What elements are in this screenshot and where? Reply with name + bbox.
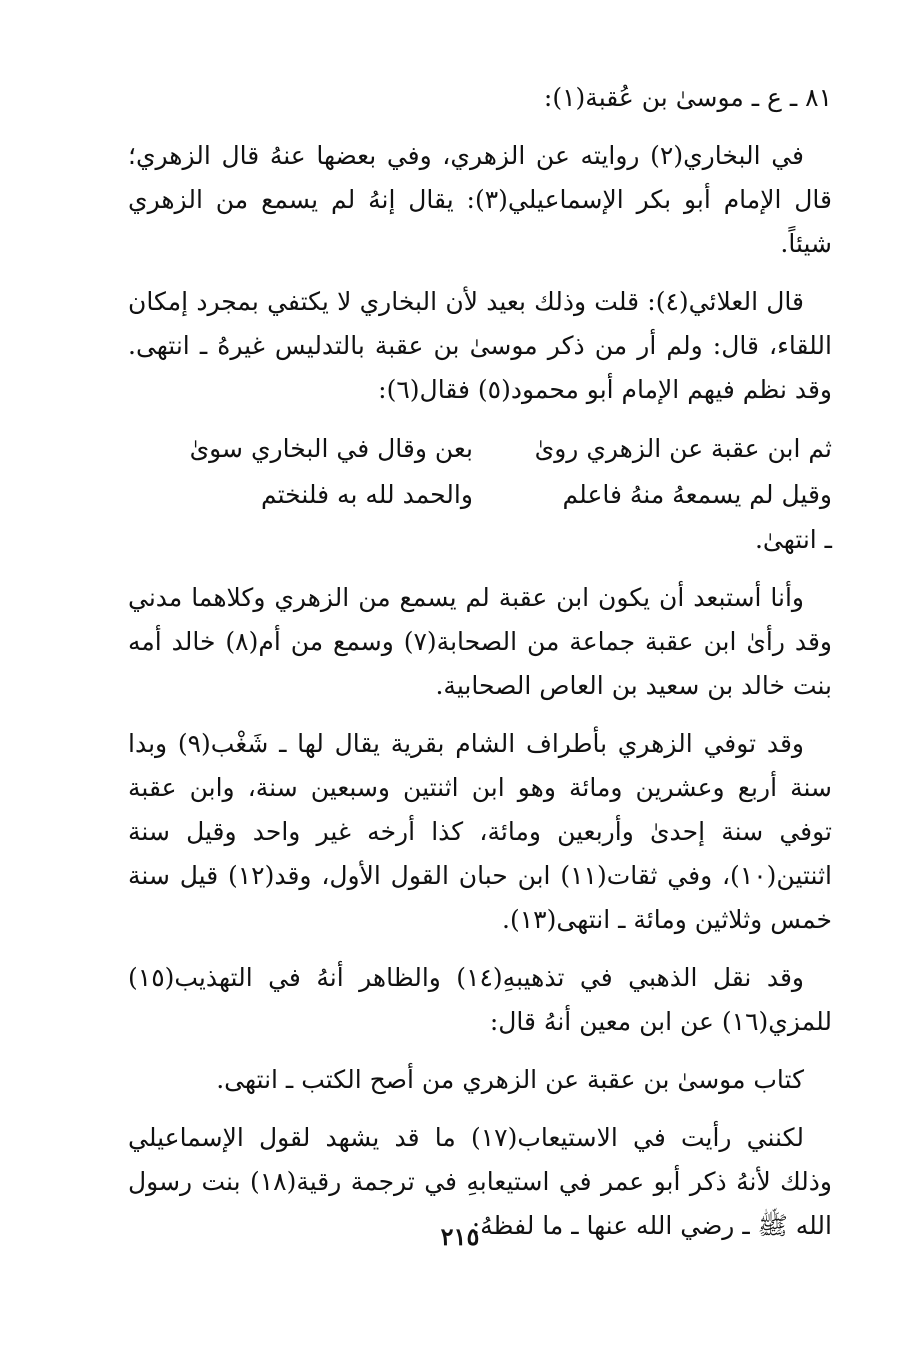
poem-line-2-second-hemistich: والحمد لله به فلنختم <box>261 480 473 509</box>
entry-heading: ٨١ ـ ع ـ موسىٰ بن عُقبة(١): <box>543 83 832 112</box>
poem-end: ـ انتهىٰ. <box>754 525 832 554</box>
poem-block <box>128 426 832 562</box>
paragraph-4: وقد توفي الزهري بأطراف الشام بقرية يقال لها ـ شَغْب(٩) وبدا سنة أربع وعشرين ومائة وهو ابن اثنتين وسبعين سنة، وابن عقبة توفي سنة إحدىٰ وأربعين ومائة، كذا أرخه غير واحد وقيل سنة اثنتين(١٠)، وفي ثقات(١١) ابن حبان القول الأول، وقد(١٢) قيل سنة خمس وثلاثين ومائة ـ انتهى(١٣). <box>128 729 832 934</box>
page-number: ٢١٥ <box>440 1222 480 1251</box>
quotation: كتاب موسىٰ بن عقبة عن الزهري من أصح الكتب ـ انتهى. <box>216 1065 804 1094</box>
paragraph-3: وأنا أستبعد أن يكون ابن عقبة لم يسمع من الزهري وكلاهما مدني وقد رأىٰ ابن عقبة جماعة من الصحابة(٧) وسمع من أم(٨) خالد أمه بنت خالد بن سعيد بن العاص الصحابية. <box>128 583 832 700</box>
paragraph-1: في البخاري(٢) روايته عن الزهري، وفي بعضها عنهُ قال الزهري؛ قال الإمام أبو بكر الإسماعيلي(٣): يقال إنهُ لم يسمع من الزهري شيئاً. <box>128 141 832 258</box>
paragraph-2: قال العلائي(٤): قلت وذلك بعيد لأن البخاري لا يكتفي بمجرد إمكان اللقاء، قال: ولم أر من ذكر موسىٰ بن عقبة بالتدليس غيرهُ ـ انتهى. وقد نظم فيهم الإمام أبو محمود(٥) فقال(٦): <box>128 287 832 404</box>
poem-line-1 <box>128 426 832 472</box>
paragraph-6: لكنني رأيت في الاستيعاب(١٧) ما قد يشهد لقول الإسماعيلي وذلك لأنهُ ذكر أبو عمر في استيعابهِ في ترجمة رقية(١٨) بنت رسول الله ﷺ ـ رضي الله عنها ـ ما لفظهُ: <box>128 1123 833 1240</box>
poem-line-2-first-hemistich: وقيل لم يسمعهُ منهُ فاعلم <box>562 480 832 509</box>
poem-line-1-first-hemistich: ثم ابن عقبة عن الزهري روىٰ <box>534 434 832 463</box>
poem-line-1-second-hemistich: بعن وقال في البخاري سوىٰ <box>189 434 473 463</box>
poem-line-2 <box>128 472 832 518</box>
paragraph-5: وقد نقل الذهبي في تذهيبهِ(١٤) والظاهر أنهُ في التهذيب(١٥) للمزي(١٦) عن ابن معين أنهُ قال: <box>128 963 832 1036</box>
